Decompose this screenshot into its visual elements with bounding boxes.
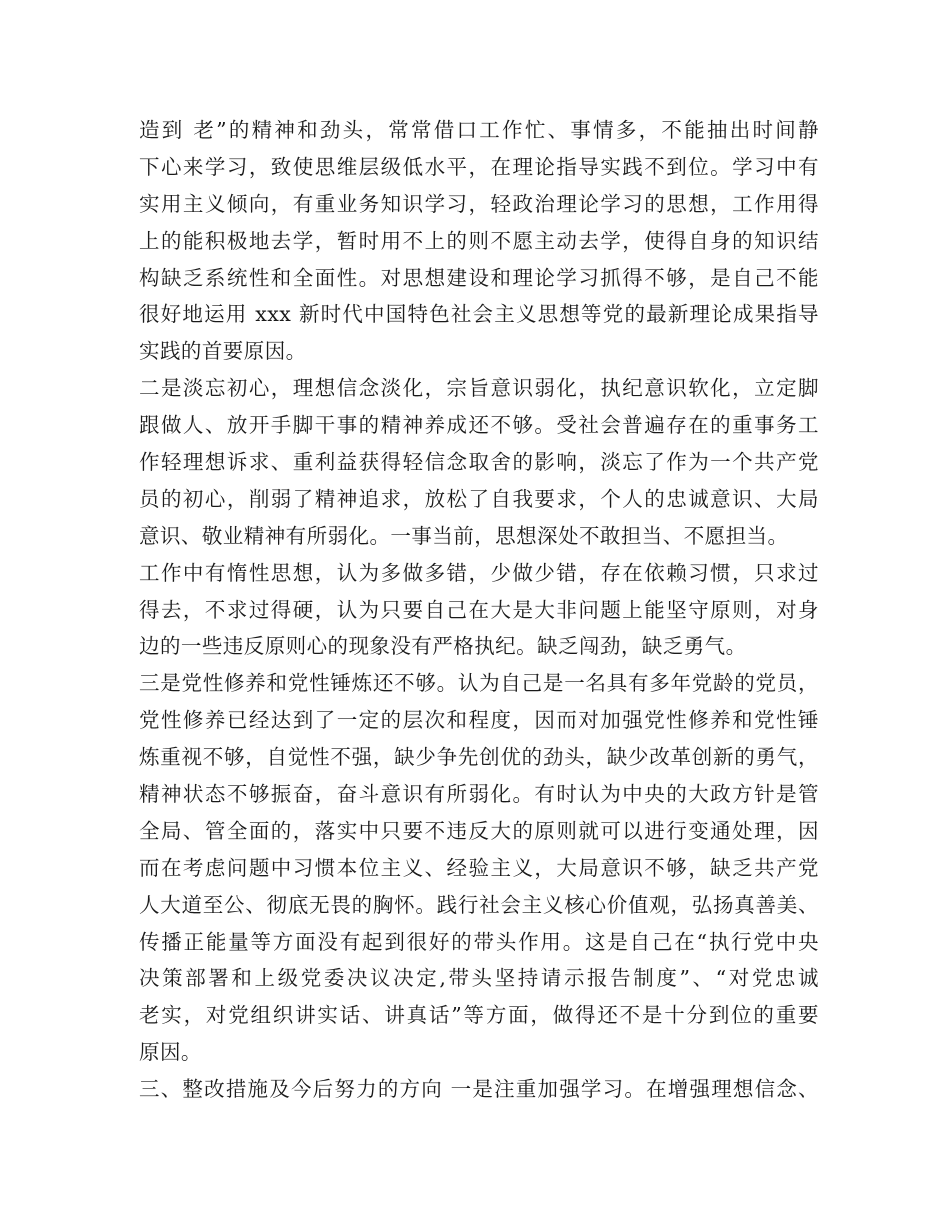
text-line: 决策部署和上级党委决议决定,带头坚持请示报告制度”、“对党忠诚 [139, 966, 819, 991]
text-line: 边的一些违反原则心的现象没有严格执纪。缺乏闯劲，缺乏勇气。 [139, 634, 747, 659]
text-line: 传播正能量等方面没有起到很好的带头作用。这是自己在“执行党中央 [139, 929, 819, 954]
text-line: 二是淡忘初心，理想信念淡化，宗旨意识弱化，执纪意识软化，立定脚 [139, 376, 819, 401]
paragraph-study-attitude [139, 112, 819, 370]
text-line: 全局、管全面的，落实中只要不违反大的原则就可以进行变通处理，因 [139, 818, 819, 843]
text-line: 构缺乏系统性和全面性。对思想建设和理论学习抓得不够，是自己不能 [139, 265, 819, 290]
text-line: 而在考虑问题中习惯本位主义、经验主义，大局意识不够，缺乏共产党 [139, 855, 819, 880]
text-line: 很好地运用 xxx 新时代中国特色社会主义思想等党的最新理论成果指导 [139, 302, 819, 327]
text-line: 作轻理想诉求、重利益获得轻信念取舍的影响，淡忘了作为一个共产党 [139, 450, 819, 475]
text-line: 跟做人、放开手脚干事的精神养成还不够。受社会普遍存在的重事务工 [139, 413, 819, 438]
paragraph-party-spirit [139, 665, 819, 1071]
text-line: 精神状态不够振奋，奋斗意识有所弱化。有时认为中央的大政方针是管 [139, 782, 819, 807]
text-line: 意识、敬业精神有所弱化。一事当前，思想深处不敢担当、不愿担当。 [139, 523, 789, 548]
text-line: 三、整改措施及今后努力的方向 一是注重加强学习。在增强理想信念、 [139, 1077, 819, 1102]
text-line: 员的初心，削弱了精神追求，放松了自我要求，个人的忠诚意识、大局 [139, 486, 819, 511]
text-line: 得去，不求过得硬，认为只要自己在大是大非问题上能坚守原则，对身 [139, 597, 819, 622]
text-line: 上的能积极地去学，暂时用不上的则不愿主动去学，使得自身的知识结 [139, 228, 819, 253]
text-line: 下心来学习，致使思维层级低水平，在理论指导实践不到位。学习中有 [139, 154, 819, 179]
text-line: 老实，对党组织讲实话、讲真话”等方面，做得还不是十分到位的重要 [139, 1003, 819, 1028]
paragraph-original-aspiration [139, 370, 819, 665]
text-line: 工作中有惰性思想，认为多做多错，少做少错，存在依赖习惯，只求过 [139, 560, 819, 585]
text-line: 造到 老”的精神和劲头，常常借口工作忙、事情多，不能抽出时间静 [139, 118, 819, 142]
text-line: 党性修养已经达到了一定的层次和程度，因而对加强党性修养和党性锤 [139, 708, 819, 733]
text-line: 炼重视不够，自觉性不强，缺少争先创优的劲头，缺少改革创新的勇气， [139, 745, 819, 770]
text-line: 实用主义倾向，有重业务知识学习，轻政治理论学习的思想，工作用得 [139, 191, 819, 216]
document-body [139, 112, 819, 1108]
text-line: 三是党性修养和党性锤炼还不够。认为自己是一名具有多年党龄的党员， [139, 671, 819, 696]
paragraph-rectification-heading [139, 1071, 819, 1108]
text-line: 实践的首要原因。 [139, 339, 307, 364]
text-line: 人大道至公、彻底无畏的胸怀。践行社会主义核心价值观，弘扬真善美、 [139, 892, 819, 917]
text-line: 原因。 [139, 1040, 202, 1065]
